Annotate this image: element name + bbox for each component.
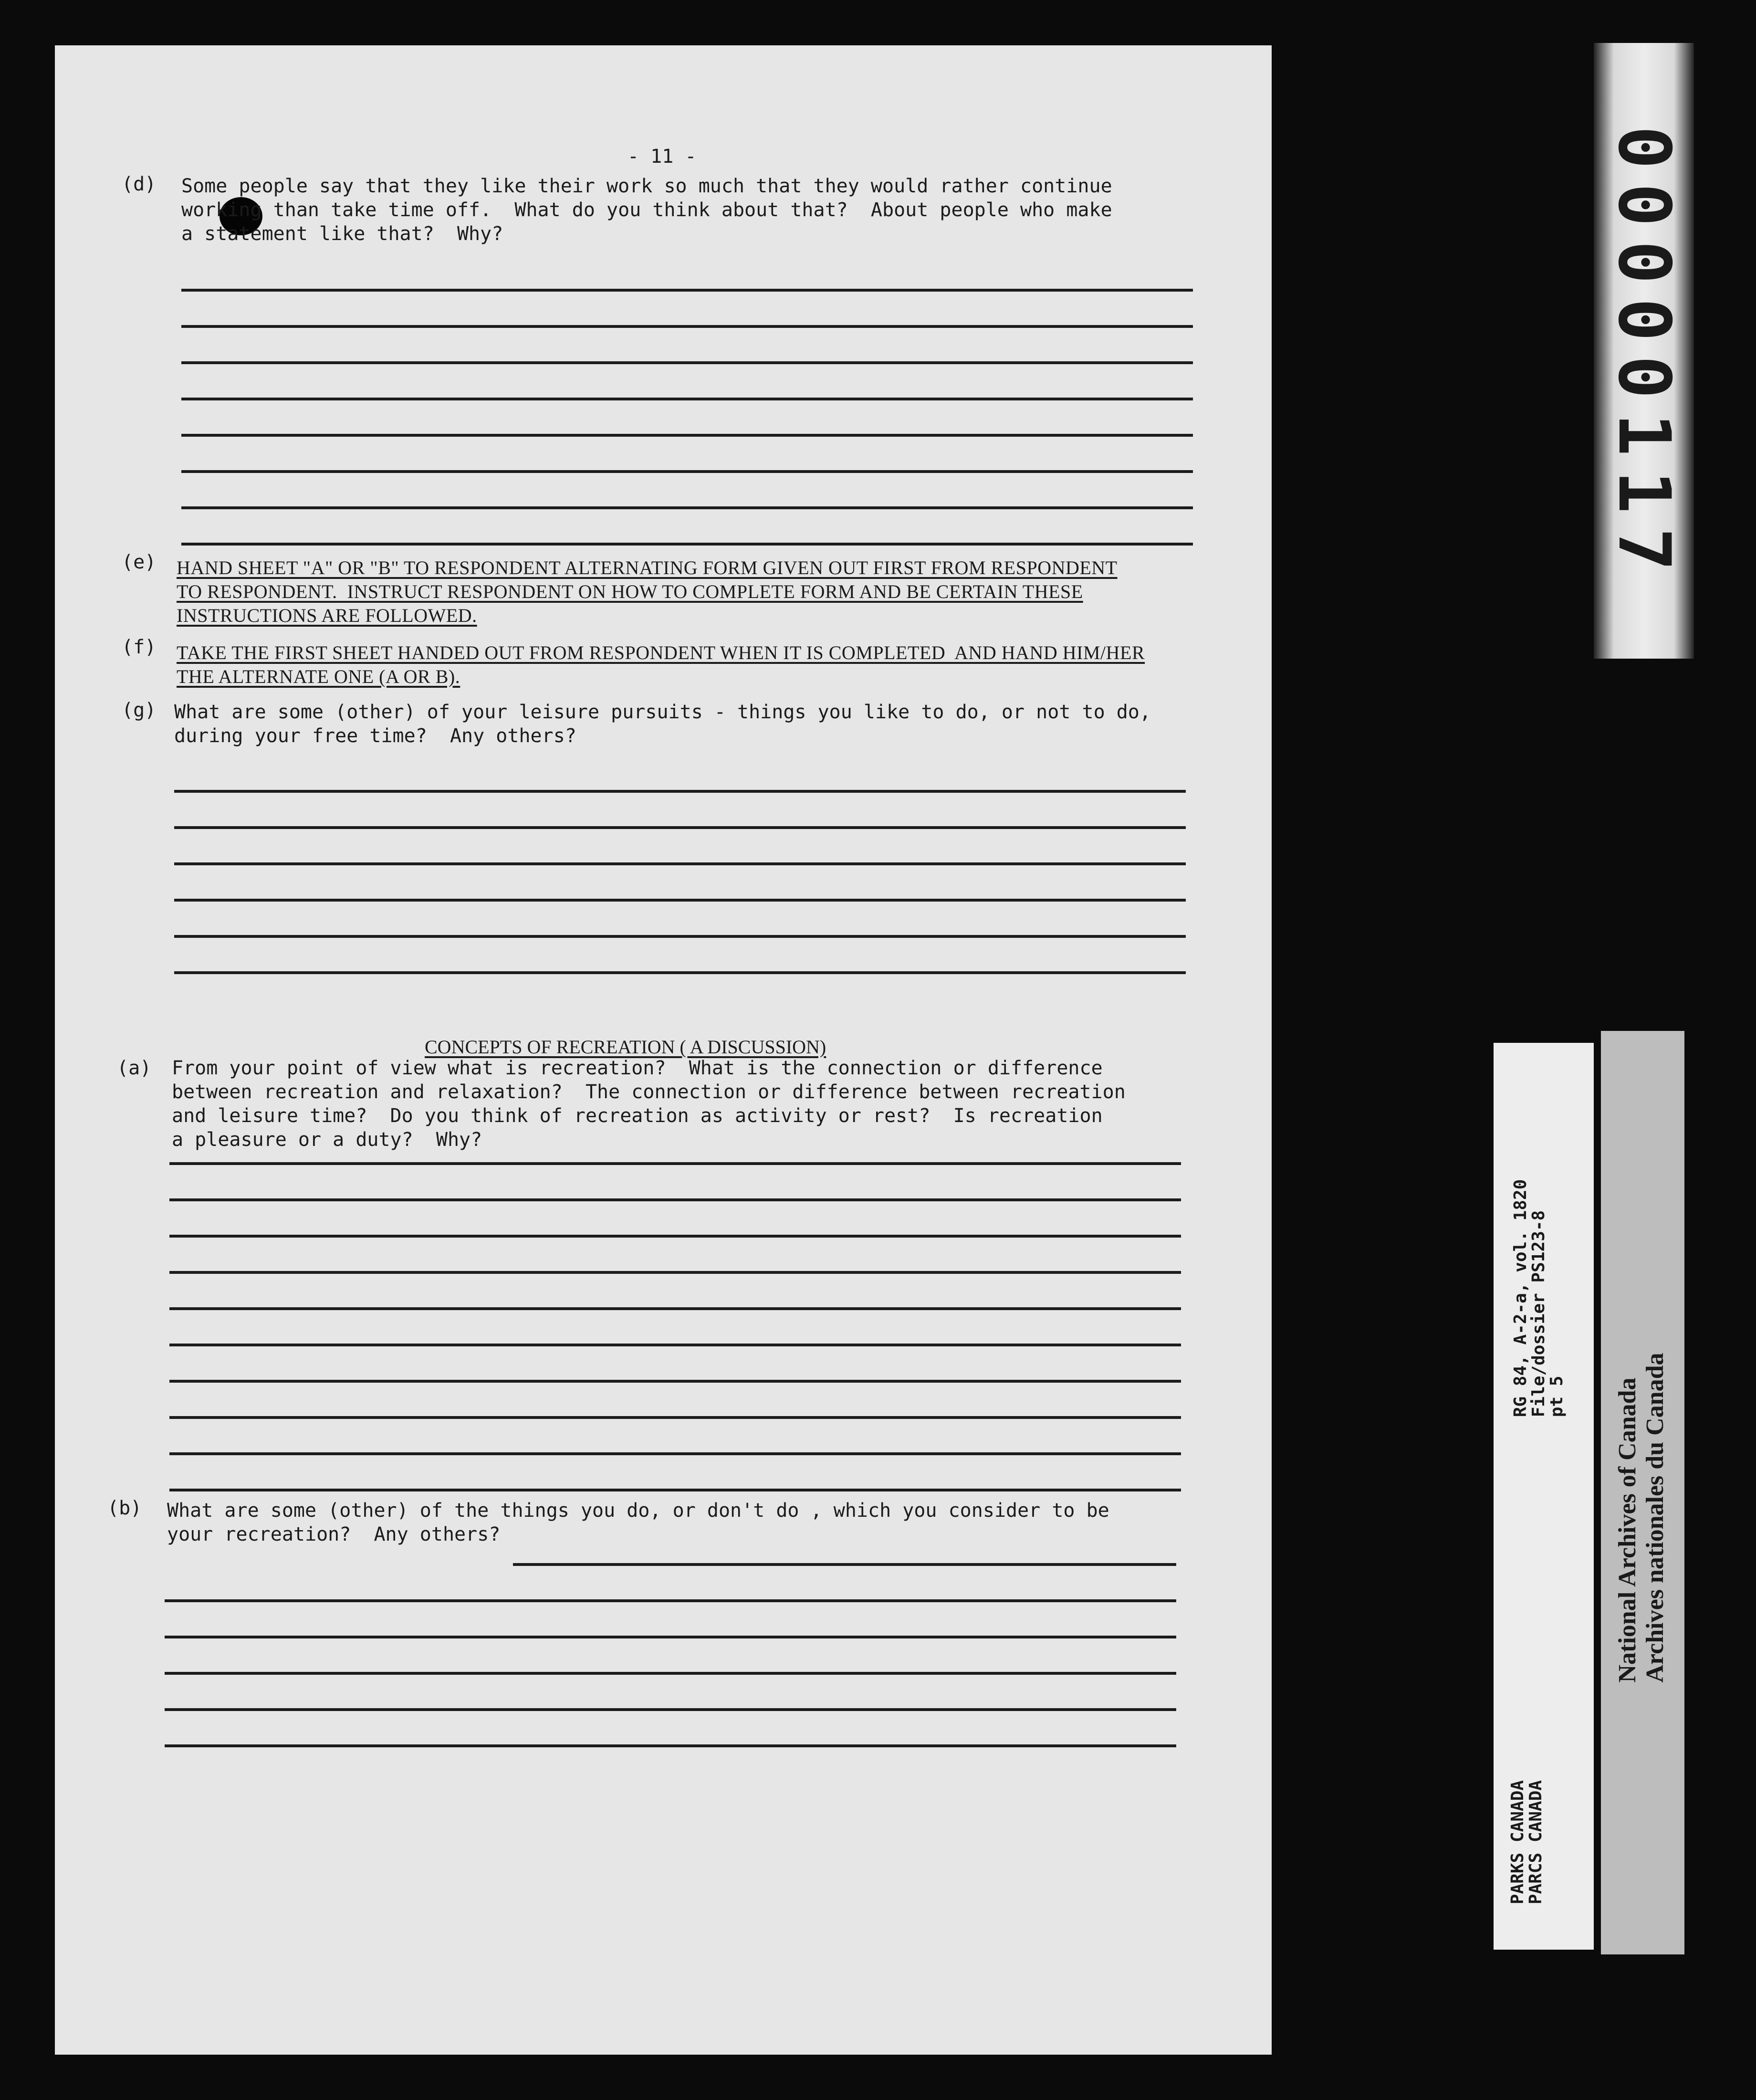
answer-line-a[interactable] [169,1489,1181,1491]
page-number: - 11 - [627,146,697,168]
question-d-line: Some people say that they like their work so much that they would rather continue [181,175,1112,197]
question-b-line: your recreation? Any others? [167,1523,501,1545]
answer-line-a[interactable] [169,1307,1181,1310]
question-g-line: What are some (other) of your leisure pursuits - things you like to do, or not to do, [174,701,1151,723]
questionnaire-page [55,45,1272,2055]
answer-line-d[interactable] [181,470,1193,473]
instruction-e-text [177,556,1118,628]
answer-line-d[interactable] [181,325,1193,328]
reference-line: RG 84, A-2-a, vol. 1820 [1511,1179,1530,1418]
answer-line-a[interactable] [169,1235,1181,1238]
answer-line-d[interactable] [181,398,1193,400]
reference-block [1512,1179,1566,1418]
instruction-e-marker: (e) [122,551,157,573]
answer-line-a[interactable] [169,1271,1181,1274]
question-g-text [174,700,1151,748]
answer-line-a[interactable] [169,1162,1181,1165]
answer-line-d[interactable] [181,543,1193,546]
question-b-marker: (b) [107,1497,142,1519]
question-a-line: and leisure time? Do you think of recreation as activity or rest? Is recreation [172,1105,1103,1127]
question-a-line: between recreation and relaxation? The connection or difference between recreation [172,1081,1126,1103]
answer-line-b[interactable] [513,1563,1176,1566]
instruction-e-line: INSTRUCTIONS ARE FOLLOWED. [177,605,477,626]
frame-number: 00000117 [1602,126,1685,586]
answer-line-b[interactable] [165,1744,1176,1747]
answer-line-a[interactable] [169,1198,1181,1201]
reference-line: pt 5 [1547,1376,1567,1418]
instruction-f-text [177,641,1145,689]
answer-line-b[interactable] [165,1708,1176,1711]
answer-line-d[interactable] [181,506,1193,509]
instruction-e-line: TO RESPONDENT. INSTRUCT RESPONDENT ON HOW TO COMPLETE FORM AND BE CERTAIN THESE [177,581,1083,602]
answer-line-a[interactable] [169,1416,1181,1419]
agency-line: PARCS CANADA [1526,1780,1546,1905]
instruction-f-line: THE ALTERNATE ONE (A OR B). [177,666,460,687]
archive-name-line: National Archives of Canada [1614,1377,1641,1683]
agency-line: PARKS CANADA [1508,1780,1527,1905]
answer-line-d[interactable] [181,361,1193,364]
answer-line-g[interactable] [174,899,1186,902]
instruction-e-line: HAND SHEET "A" OR "B" TO RESPONDENT ALTERNATING FORM GIVEN OUT FIRST FROM RESPONDENT [177,557,1118,578]
answer-line-d[interactable] [181,289,1193,292]
instruction-f-line: TAKE THE FIRST SHEET HANDED OUT FROM RESPONDENT WHEN IT IS COMPLETED AND HAND HIM/HER [177,642,1145,663]
question-d-line: working than take time off. What do you think about that? About people who make [181,199,1112,221]
question-g-line: during your free time? Any others? [174,725,576,747]
question-b-line: What are some (other) of the things you do, or don't do , which you consider to be [167,1500,1109,1522]
answer-line-b[interactable] [165,1672,1176,1675]
question-d-text [181,174,1112,246]
question-g-marker: (g) [122,699,157,721]
reference-line: File/dossier PS123-8 [1529,1210,1548,1418]
answer-line-g[interactable] [174,790,1186,793]
answer-line-a[interactable] [169,1344,1181,1346]
question-b-text [167,1499,1109,1546]
answer-line-b[interactable] [165,1599,1176,1602]
instruction-f-marker: (f) [122,636,157,658]
answer-line-d[interactable] [181,434,1193,437]
answer-line-g[interactable] [174,935,1186,938]
answer-line-g[interactable] [174,971,1186,974]
answer-line-a[interactable] [169,1452,1181,1455]
question-a-text [172,1056,1126,1152]
archive-name-block [1614,1353,1669,1682]
answer-line-g[interactable] [174,862,1186,865]
answer-line-b[interactable] [165,1636,1176,1638]
answer-line-a[interactable] [169,1380,1181,1383]
question-a-marker: (a) [117,1057,152,1079]
archive-name-line: Archives nationales du Canada [1641,1353,1669,1683]
question-d-line: a statement like that? Why? [181,223,503,245]
section-heading: CONCEPTS OF RECREATION ( A DISCUSSION) [425,1036,826,1058]
question-a-line: a pleasure or a duty? Why? [172,1129,482,1151]
question-a-line: From your point of view what is recreation? What is the connection or difference [172,1057,1103,1079]
answer-line-g[interactable] [174,826,1186,829]
agency-block [1509,1780,1545,1904]
question-d-marker: (d) [122,173,157,195]
